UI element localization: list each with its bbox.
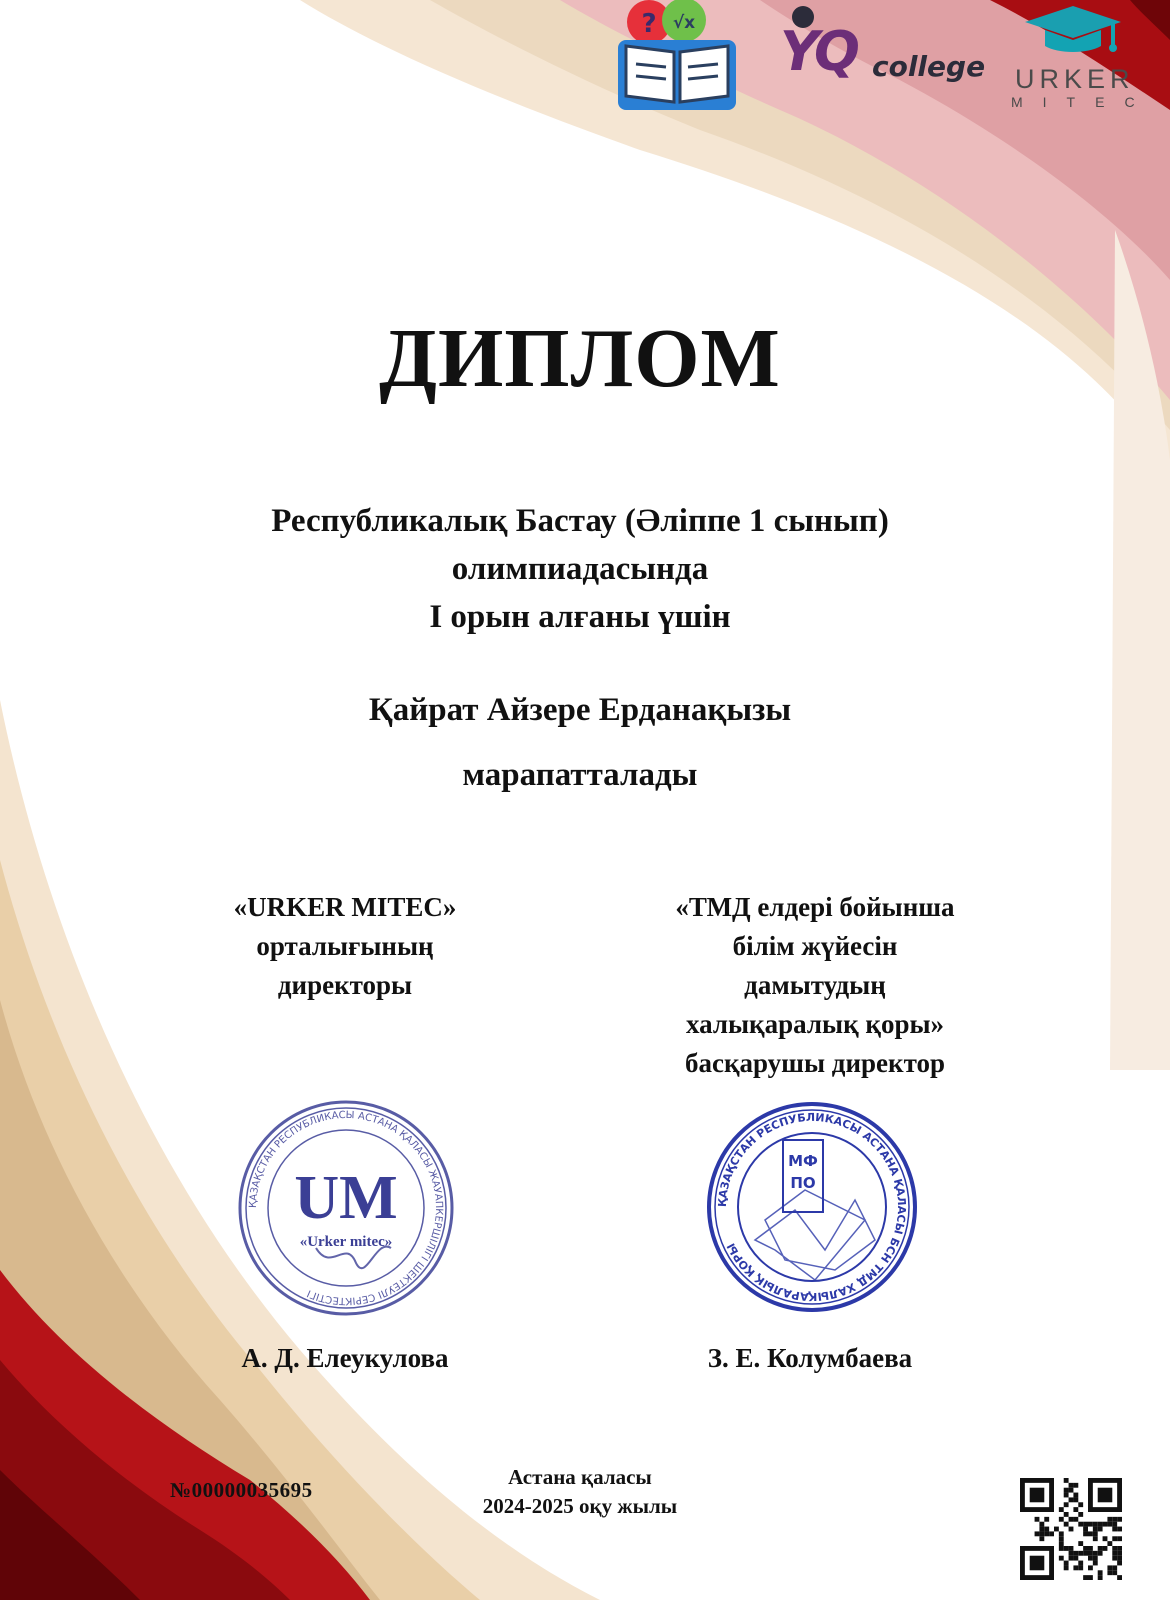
stamp-um-letters: UM bbox=[294, 1164, 398, 1232]
svg-text:?: ? bbox=[641, 9, 657, 39]
position-line: дамытудың bbox=[744, 970, 886, 1000]
mitec-word: MITEC bbox=[1011, 94, 1155, 110]
stamp-inner-line1: МФ bbox=[788, 1152, 818, 1170]
reason-line: олимпиадасында bbox=[451, 551, 709, 587]
urker-mitec-logo bbox=[1005, 0, 1155, 115]
stamp-company-name: «Urker mitec» bbox=[299, 1234, 393, 1250]
yq-letter-q: Q bbox=[814, 20, 860, 83]
position-line: «URKER MITEC» bbox=[233, 892, 457, 922]
book-math-logo bbox=[612, 0, 742, 112]
right-signatory-position bbox=[615, 888, 1015, 1083]
yq-college-word: college bbox=[872, 50, 986, 83]
left-signatory-name: А. Д. Елеукулова bbox=[241, 1343, 449, 1373]
yq-letter-y: Y bbox=[780, 20, 820, 83]
right-signatory-name: З. Е. Колумбаева bbox=[707, 1343, 913, 1373]
yq-college-logo bbox=[780, 6, 990, 86]
left-stamp-seal bbox=[236, 1098, 456, 1318]
position-line: орталығының bbox=[256, 931, 434, 961]
position-line: «ТМД елдері бойынша bbox=[675, 892, 955, 922]
place-and-year bbox=[440, 1463, 720, 1521]
awarded-text: марапатталады bbox=[462, 757, 698, 793]
position-line: басқарушы директор bbox=[684, 1048, 946, 1078]
svg-text:√x: √x bbox=[672, 13, 696, 33]
position-line: директоры bbox=[277, 970, 413, 1000]
reason-line: I орын алғаны үшін bbox=[429, 599, 731, 635]
stamp-ring-text: ҚАЗАҚСТАН РЕСПУБЛИКАСЫ АСТАНА ҚАЛАСЫ БСН ТМД ХАЛЫҚАРАЛЫҚ ҚОРЫ bbox=[715, 1110, 909, 1304]
award-reason bbox=[150, 497, 1010, 641]
diploma-serial-number: №00000035695 bbox=[170, 1478, 313, 1502]
qr-code[interactable] bbox=[1020, 1478, 1122, 1580]
position-line: білім жүйесін bbox=[732, 931, 898, 961]
urker-word: URKER bbox=[1015, 64, 1135, 94]
academic-year: 2024-2025 оқу жылы bbox=[482, 1494, 678, 1518]
city: Астана қаласы bbox=[508, 1465, 652, 1489]
right-stamp-seal bbox=[705, 1100, 919, 1314]
reason-line: Республикалық Бастау (Әліппе 1 сынып) bbox=[271, 503, 889, 539]
left-signatory-position bbox=[180, 888, 510, 1005]
diploma-title: ДИПЛОМ bbox=[379, 312, 781, 405]
graduation-cap-icon bbox=[1023, 2, 1123, 57]
position-line: халықаралық қоры» bbox=[685, 1009, 945, 1039]
stamp-inner-line2: ПО bbox=[790, 1174, 816, 1192]
recipient-name: Қайрат Айзере Ерданақызы bbox=[368, 692, 792, 728]
stamp-ring-text: ҚАЗАҚСТАН РЕСПУБЛИКАСЫ АСТАНА ҚАЛАСЫ ЖАУАПКЕРШІЛІГІ ШЕКТЕУЛІ СЕРІКТЕСТІГІ bbox=[247, 1109, 445, 1307]
